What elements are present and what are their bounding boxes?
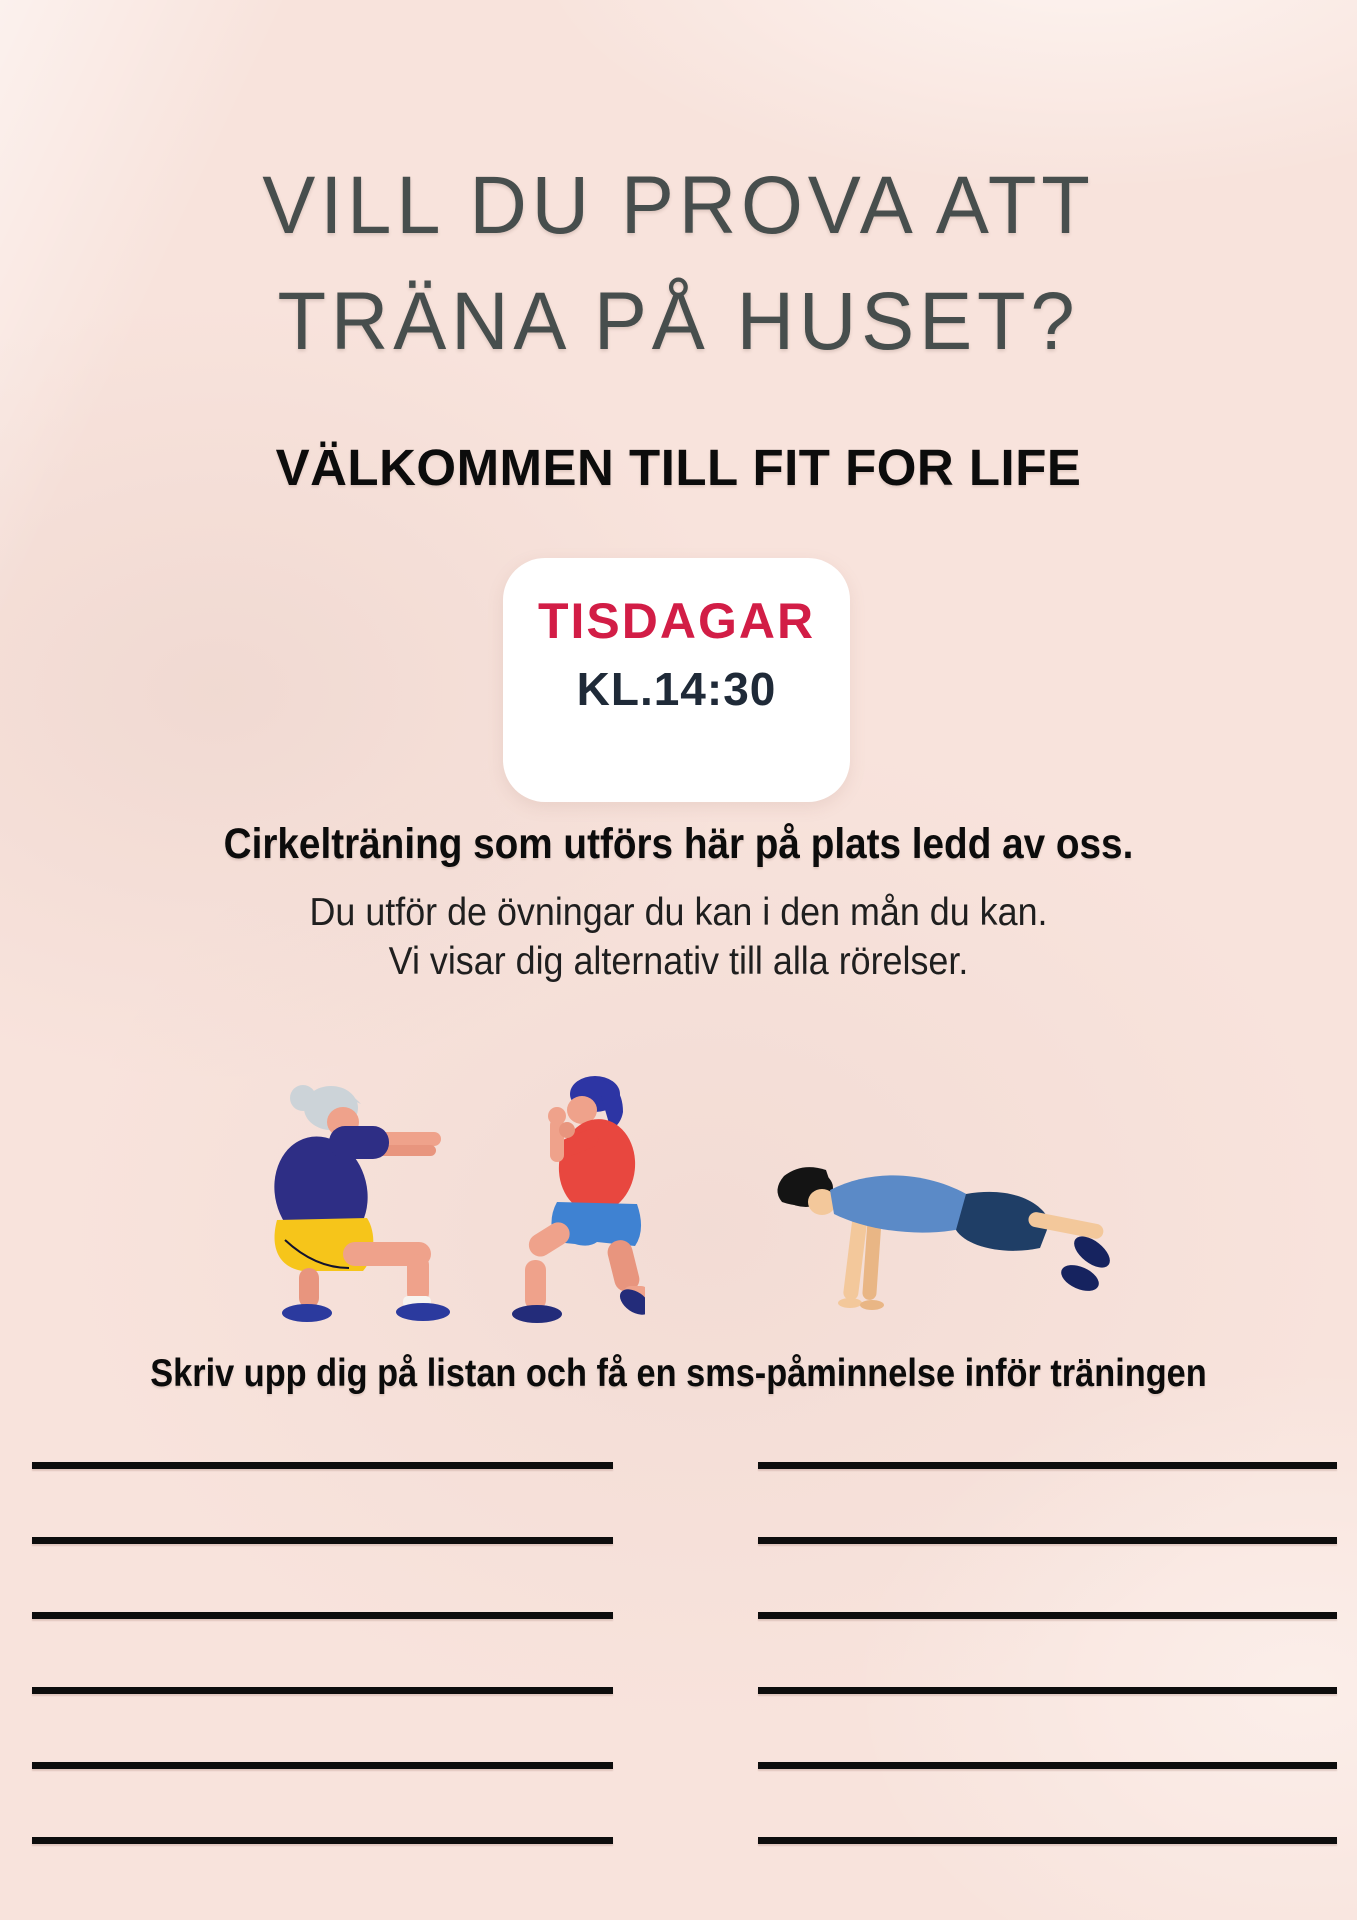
signature-line [32, 1687, 613, 1694]
person-plank-figure [777, 1167, 1115, 1310]
welcome-subtitle: VÄLKOMMEN TILL FIT FOR LIFE [275, 439, 1082, 496]
man-lunging-figure [512, 1076, 645, 1323]
signature-line [32, 1837, 613, 1844]
description-line2: Vi visar dig alternativ till alla rörelser. [388, 940, 969, 983]
signature-line [758, 1612, 1337, 1619]
description-body [54, 888, 1302, 986]
signature-line [32, 1762, 613, 1769]
description-line1: Du utför de övningar du kan i den mån du kan. [309, 891, 1048, 934]
signup-heading: Skriv upp dig på listan och få en sms-påminnelse inför träningen [150, 1352, 1207, 1395]
signature-line [758, 1462, 1337, 1469]
signup-column-right [758, 1462, 1337, 1912]
elderly-woman-squatting-figure [263, 1085, 450, 1322]
signature-line [758, 1687, 1337, 1694]
page-title-line1: VILL DU PROVA ATT [262, 160, 1095, 251]
description-lead: Cirkelträning som utförs här på plats ledd av oss. [223, 820, 1134, 868]
signature-line [758, 1837, 1337, 1844]
schedule-day: TISDAGAR [537, 593, 816, 649]
signup-column-left [32, 1462, 613, 1912]
page-title [20, 148, 1336, 380]
schedule-card [503, 558, 850, 802]
page-title-line2: TRÄNA PÅ HUSET? [277, 276, 1080, 367]
signature-line [32, 1462, 613, 1469]
schedule-time: KL.14:30 [576, 663, 777, 715]
signature-line [758, 1762, 1337, 1769]
squat-and-lunge-illustration [245, 1072, 645, 1324]
signature-line [758, 1537, 1337, 1544]
signature-line [32, 1537, 613, 1544]
signature-line [32, 1612, 613, 1619]
plank-illustration [770, 1160, 1115, 1320]
